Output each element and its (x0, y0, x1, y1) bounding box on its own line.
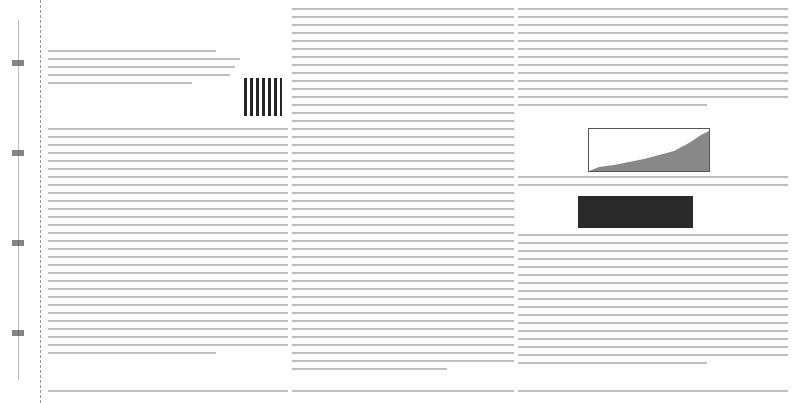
page-column-3 (518, 8, 788, 398)
margin-mark (12, 240, 24, 246)
page-column-2 (292, 8, 514, 398)
line-chart-figure (588, 128, 710, 172)
page-column-1 (48, 8, 288, 398)
binding-line (18, 20, 19, 380)
subject-title (48, 26, 288, 39)
question-text-block (518, 8, 788, 112)
question-text-block (48, 128, 288, 360)
page-footer (48, 384, 288, 398)
margin-mark (12, 60, 24, 66)
historical-photo (578, 196, 693, 228)
notice-block (48, 50, 288, 90)
page-footer (518, 384, 788, 398)
binding-margin (0, 0, 41, 403)
question-text-block (518, 234, 788, 370)
exam-title (48, 10, 288, 22)
margin-mark (12, 330, 24, 336)
margin-mark (12, 150, 24, 156)
question-text-block (518, 176, 788, 192)
question-text-block (292, 8, 514, 376)
page-footer (292, 384, 514, 398)
